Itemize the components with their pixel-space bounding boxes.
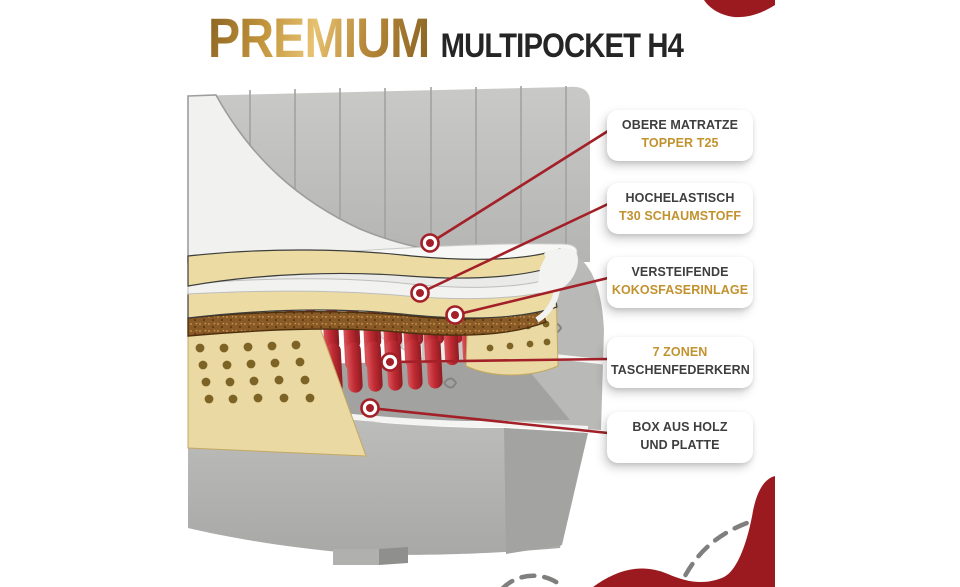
foam-coco-arch: [188, 248, 578, 336]
page-title: [208, 6, 684, 69]
callout-line: KOKOSFASERINLAGE: [611, 282, 749, 297]
marker-springs: [382, 354, 399, 371]
callout-taschenfederkern: [607, 337, 753, 388]
marker-foam: [412, 285, 429, 302]
callout-obere-matratze: [607, 110, 753, 161]
bed-foot-side: [379, 547, 408, 565]
callout-box: [607, 412, 753, 463]
swoosh-bottom-right: [593, 476, 775, 587]
marker-box: [362, 400, 379, 417]
swoosh-top-right: [704, 0, 775, 17]
callout-line: TOPPER T25: [641, 135, 719, 150]
callout-versteifende: [607, 257, 753, 308]
callout-line: UND PLATTE: [640, 437, 720, 452]
callout-line: BOX AUS HOLZ: [632, 420, 728, 434]
callout-line: 7 ZONEN: [652, 345, 708, 359]
title-model: MULTIPOCKET H4: [440, 27, 684, 65]
callout-line: TASCHENFEDERKERN: [611, 362, 750, 377]
bed-foot: [333, 549, 379, 565]
callout-line: VERSTEIFENDE: [631, 265, 729, 279]
callout-line: HOCHELASTISCH: [625, 191, 735, 205]
marker-topper: [422, 235, 439, 252]
callout-line: OBERE MATRATZE: [621, 118, 739, 132]
callout-hochelastisch: [607, 183, 753, 234]
headboard: [188, 86, 590, 262]
marker-coco: [447, 307, 464, 324]
title-brand: PREMIUM: [208, 6, 430, 69]
callout-line: T30 SCHAUMSTOFF: [618, 208, 742, 223]
